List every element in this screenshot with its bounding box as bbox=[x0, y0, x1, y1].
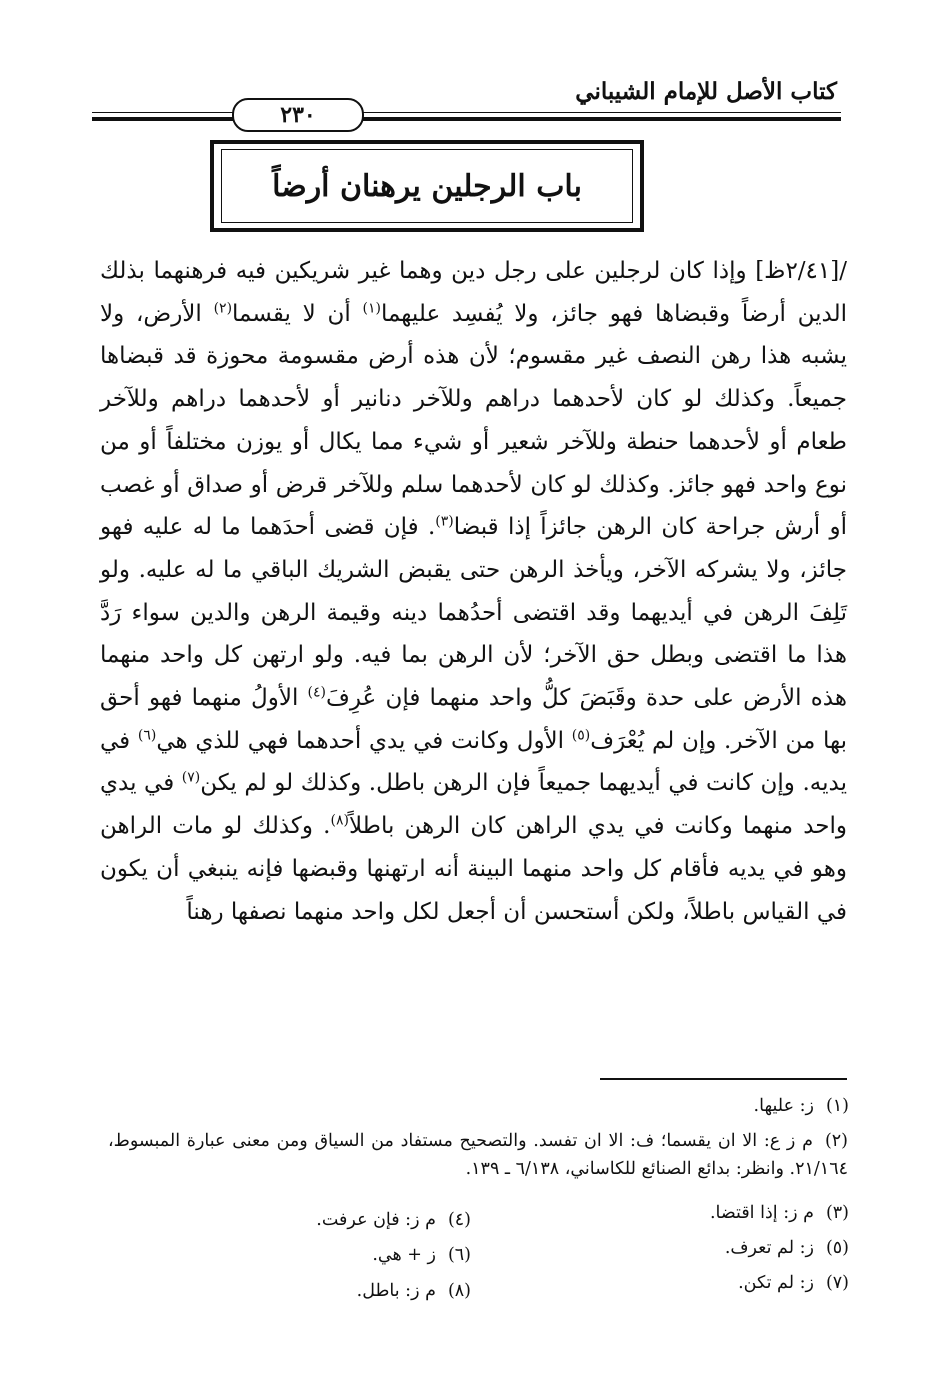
header-rule-thin bbox=[92, 112, 841, 113]
body-text-segment: الأرض، ولا يشبه هذا رهن النصف غير مقسوم؛ لأن هذه أرض مقسومة محوزة قد قبضاها جميعاً. وكذلك لو كان لأحدهما دراهم وللآخر دنانير أو لأحدهما دراهم وللآخر طعام أو لأحدهما حنطة وللآخر شعير أو شيء مما يكال أو يوزن مختلفاً أو من نوع واحد فهو جائز. وكذلك لو كان لأحدهما سلم وللآخر قرض أو صداق أو غصب أو أرش جراحة كان الرهن جائزاً إذا قبضا bbox=[100, 300, 847, 541]
body-text-segment: . وكذلك لو مات الراهن وهو في يديه فأقام كل واحد منهما البينة أنه ارتهنها وقبضها فإنه ينبغي أن يكون في القياس باطلاً، ولكن أستحسن أن أجعل لكل واحد منهما نصفها رهناً bbox=[100, 813, 847, 925]
footnote-text: ز: عليها. bbox=[753, 1096, 814, 1116]
footnote-text: ز + هي. bbox=[372, 1245, 436, 1265]
footnote-ref: (١) bbox=[362, 300, 381, 317]
footnote bbox=[357, 1281, 471, 1301]
footnote-number: (٦) bbox=[447, 1245, 471, 1265]
footnote-text: م ز: إذا اقتضا. bbox=[709, 1203, 814, 1223]
footnote bbox=[372, 1245, 471, 1265]
page-number: ٢٣٠ bbox=[232, 98, 364, 132]
footnote bbox=[710, 1203, 849, 1223]
footnote-ref: (٥) bbox=[571, 727, 591, 744]
footnote-ref: (٨) bbox=[330, 812, 349, 829]
body-text-segment: /[٢/٤١ظ] وإذا كان لرجلين على رجل دين وهما غير شريكين فيه فرهنهما بذلك الدين أرضاً وقبضاها فهو جائز، ولا يُفسِد عليهما bbox=[100, 258, 847, 327]
footnote-ref: (٧) bbox=[181, 769, 201, 786]
footnote bbox=[725, 1238, 849, 1258]
footnote-text: م ز: فإن عرفت. bbox=[316, 1210, 436, 1230]
footnote-text: م ز: باطل. bbox=[356, 1281, 436, 1301]
footnote-number: (٨) bbox=[447, 1281, 471, 1301]
body-text-segment: الأولُ منهما فهو أحق بها من الآخر. وإن لم يُعْرَف bbox=[100, 685, 847, 754]
footnote bbox=[108, 1127, 848, 1183]
body-text bbox=[100, 250, 847, 933]
footnote-number: (٢) bbox=[824, 1131, 848, 1151]
footnote-number: (٤) bbox=[447, 1210, 471, 1230]
footnote-ref: (٦) bbox=[137, 727, 157, 744]
footnote-text: ز: لم تكن. bbox=[738, 1273, 814, 1293]
body-text-segment: . فإن قضى أحدَهما ما له عليه فهو جائز، ولا يشركه الآخر، ويأخذ الرهن حتى يقبض الشريك الباقي ما له عليه. ولو تَلِفَ الرهن في أيديهما وقد اقتضى أحدُهما دينه وقيمة الرهن والدين سواء رَدَّ هذا ما اقتضى وبطل حق الآخر؛ لأن الرهن بما فيه. ولو ارتهن كل واحد منهما هذه الأرض على حدة وقَبَضَ كلُّ واحد منهما فإن عُرِفَ bbox=[100, 514, 847, 712]
footnote-separator bbox=[600, 1078, 847, 1080]
running-header-title: كتاب الأصل للإمام الشيباني bbox=[575, 78, 837, 105]
chapter-frame-inner bbox=[221, 149, 633, 223]
footnote-number: (٧) bbox=[825, 1273, 849, 1293]
body-text-segment: أن لا يقسما bbox=[232, 300, 363, 327]
footnote-ref: (٢) bbox=[213, 300, 233, 317]
chapter-title: باب الرجلين يرهنان أرضاً bbox=[272, 168, 582, 204]
body-text-segment: الأول وكانت في يدي أحدهما فهي للذي هي bbox=[156, 727, 572, 754]
body-text-segment: في يدي واحد منهما وكانت في يدي الراهن كان الرهن باطلاً bbox=[100, 770, 848, 840]
footnote-number: (٥) bbox=[825, 1238, 849, 1258]
footnote-ref: (٤) bbox=[307, 684, 327, 701]
header-rule-thick bbox=[92, 117, 841, 121]
footnote bbox=[754, 1096, 849, 1116]
footnote-text: م ز ع: الا ان يقسما؛ ف: الا ان تفسد. والتصحيح مستفاد من السياق ومن معنى عبارة المبسوط، ٢١/١٦٤. وانظر: بدائع الصنائع للكاساني، ٦/١٣٨ ـ ١٣٩. bbox=[108, 1131, 848, 1179]
footnote-number: (١) bbox=[825, 1096, 849, 1116]
body-text-segment: في يديه. وإن كانت في أيديهما جميعاً فإن الرهن باطل. وكذلك لو لم يكن bbox=[100, 727, 847, 797]
footnote bbox=[738, 1273, 849, 1293]
footnote-number: (٣) bbox=[825, 1203, 849, 1223]
footnote-ref: (٣) bbox=[435, 513, 454, 530]
footnote bbox=[316, 1210, 471, 1230]
footnote-text: ز: لم تعرف. bbox=[724, 1238, 814, 1258]
